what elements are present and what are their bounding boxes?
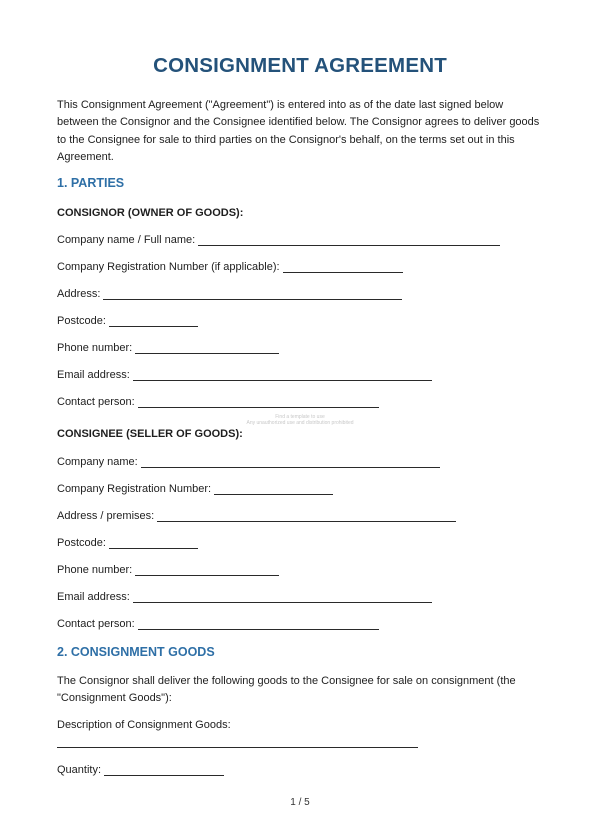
consignee-contact-field[interactable]	[57, 616, 379, 632]
consignee-reg-blank[interactable]	[214, 482, 333, 495]
consignee-name-label: Company name:	[57, 456, 138, 468]
consignor-phone-blank[interactable]	[135, 341, 279, 354]
consignor-heading: CONSIGNOR (OWNER OF GOODS):	[57, 207, 244, 219]
consignee-email-blank[interactable]	[133, 590, 432, 603]
consignee-reg-label: Company Registration Number:	[57, 483, 212, 495]
consignor-reg-label: Company Registration Number (if applicable):	[57, 261, 280, 273]
consignor-email-field[interactable]	[57, 367, 432, 383]
consignee-email-field[interactable]	[57, 589, 432, 605]
intro-paragraph: This Consignment Agreement ("Agreement") is entered into as of the date last signed below between the Consignor and the Consignee identified below. The Consignor agrees to deliver goods to the Consignee for sale to third parties on the Consignor's behalf, on the terms set out in this Agreement.	[57, 99, 540, 164]
consignor-phone-field[interactable]	[57, 340, 279, 356]
consignee-heading: CONSIGNEE (SELLER OF GOODS):	[57, 428, 243, 440]
consignor-address-label: Address:	[57, 288, 101, 300]
consignee-address-blank[interactable]	[157, 509, 456, 522]
quantity-blank[interactable]	[104, 763, 224, 776]
watermark-line-2: Any unauthorized use and distribution prohibited	[246, 420, 354, 426]
consignee-postcode-field[interactable]	[57, 535, 198, 551]
consignee-postcode-label: Postcode:	[57, 537, 106, 549]
goods-description-label: Description of Consignment Goods:	[57, 719, 231, 731]
consignee-postcode-blank[interactable]	[109, 536, 198, 549]
consignor-contact-blank[interactable]	[138, 395, 379, 408]
goods-description-label-row	[57, 717, 231, 733]
consignor-name-label: Company name / Full name:	[57, 234, 196, 246]
consignor-phone-label: Phone number:	[57, 342, 133, 354]
consignee-phone-label: Phone number:	[57, 564, 133, 576]
consignee-reg-field[interactable]	[57, 481, 333, 497]
consignee-name-blank[interactable]	[141, 455, 440, 468]
consignee-address-field[interactable]	[57, 508, 456, 524]
consignor-postcode-blank[interactable]	[109, 314, 198, 327]
consignor-name-field[interactable]	[57, 232, 500, 248]
quantity-label: Quantity:	[57, 764, 102, 776]
consignor-reg-field[interactable]	[57, 259, 403, 275]
consignee-contact-blank[interactable]	[138, 617, 379, 630]
consignee-email-label: Email address:	[57, 591, 130, 603]
consignor-email-label: Email address:	[57, 369, 130, 381]
consignor-reg-blank[interactable]	[283, 260, 403, 273]
consignment-goods-paragraph: The Consignor shall deliver the following goods to the Consignee for sale on consignment (the "Consignment Goods"):	[57, 675, 516, 705]
page-number: 1 / 5	[290, 797, 310, 808]
goods-description-blank[interactable]	[57, 747, 418, 748]
watermark-line-1: Find a template to use	[275, 414, 325, 420]
consignee-phone-blank[interactable]	[135, 563, 279, 576]
document-title: CONSIGNMENT AGREEMENT	[153, 54, 447, 77]
consignor-postcode-field[interactable]	[57, 313, 198, 329]
consignor-postcode-label: Postcode:	[57, 315, 106, 327]
consignee-address-label: Address / premises:	[57, 510, 155, 522]
consignee-phone-field[interactable]	[57, 562, 279, 578]
consignee-contact-label: Contact person:	[57, 618, 135, 630]
consignor-email-blank[interactable]	[133, 368, 432, 381]
consignor-address-field[interactable]	[57, 286, 402, 302]
section-heading-parties: 1. PARTIES	[57, 176, 125, 190]
consignor-contact-field[interactable]	[57, 394, 379, 410]
consignee-name-field[interactable]	[57, 454, 440, 470]
section-heading-consignment-goods: 2. CONSIGNMENT GOODS	[57, 645, 215, 659]
watermark-text	[0, 414, 600, 426]
consignor-contact-label: Contact person:	[57, 396, 135, 408]
consignor-address-blank[interactable]	[103, 287, 402, 300]
quantity-field[interactable]	[57, 762, 224, 778]
consignor-name-blank[interactable]	[198, 233, 500, 246]
